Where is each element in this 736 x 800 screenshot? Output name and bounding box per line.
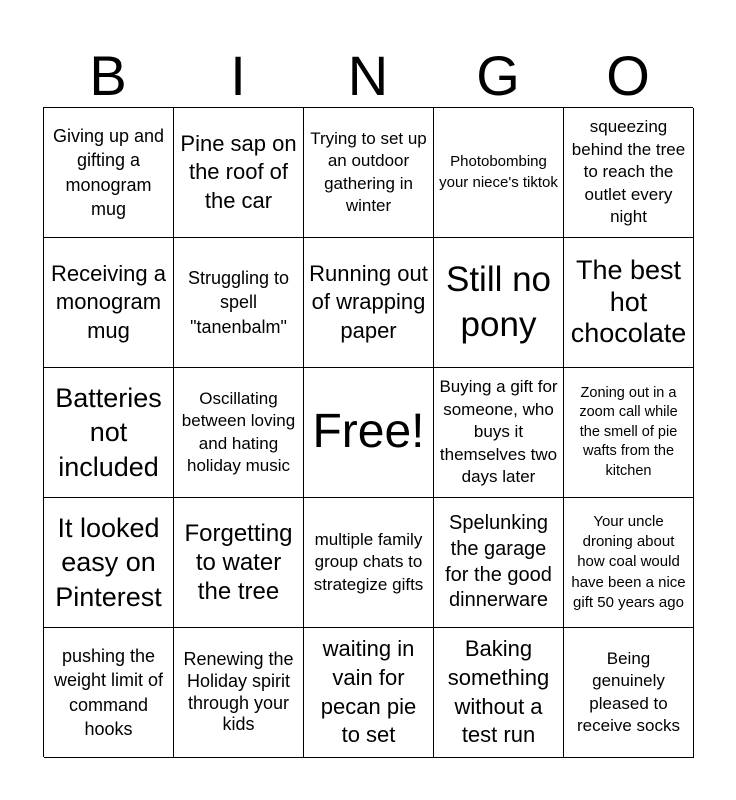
header-letter-n: N (347, 44, 389, 107)
bingo-cell[interactable] (434, 108, 564, 238)
bingo-cell[interactable] (174, 238, 304, 368)
cell-text: squeezing behind the tree to reach the outlet every night (571, 117, 686, 227)
bingo-cell[interactable] (564, 108, 694, 238)
cell-text: Renewing the Holiday spirit through your kids (183, 649, 294, 735)
cell-text: Running out of wrapping paper (309, 260, 428, 343)
bingo-cell[interactable] (44, 238, 174, 368)
cell-text: Trying to set up an outdoor gathering in winter (310, 128, 427, 215)
bingo-header (43, 44, 693, 108)
cell-text: Spelunking the garage for the good dinnerware (445, 512, 552, 612)
bingo-cell[interactable] (304, 498, 434, 628)
cell-text: Zoning out in a zoom call while the smell of pie wafts from the kitchen (579, 384, 678, 479)
bingo-cell[interactable] (44, 628, 174, 758)
header-letter-o: O (606, 44, 650, 107)
cell-text: waiting in vain for pecan pie to set (320, 636, 417, 748)
cell-text: Receiving a monogram mug (51, 260, 166, 343)
cell-text: Batteries not included (55, 382, 162, 482)
free-space-cell[interactable] (304, 368, 434, 498)
cell-text: Oscillating between loving and hating holiday music (181, 388, 296, 475)
bingo-cell[interactable] (304, 628, 434, 758)
bingo-cell[interactable] (434, 368, 564, 498)
bingo-cell[interactable] (44, 498, 174, 628)
cell-text: Photobombing your niece's tiktok (439, 153, 558, 191)
header-letter-i: I (230, 44, 246, 107)
header-letter-b: B (89, 44, 127, 107)
cell-text: Struggling to spell "tanenbalm" (187, 267, 290, 337)
free-space-text: Free! (312, 405, 425, 459)
bingo-cell[interactable] (564, 628, 694, 758)
bingo-cell[interactable] (304, 238, 434, 368)
cell-text: Pine sap on the roof of the car (180, 130, 297, 213)
cell-text: Being genuinely pleased to receive socks (577, 648, 680, 735)
bingo-cell[interactable] (174, 368, 304, 498)
cell-text: The best hot chocolate (570, 254, 687, 349)
header-letter-g: G (476, 44, 520, 107)
cell-text: multiple family group chats to strategize gifts (313, 529, 424, 594)
bingo-cell[interactable] (434, 498, 564, 628)
bingo-cell[interactable] (434, 238, 564, 368)
cell-text: Baking something without a test run (447, 636, 550, 748)
cell-text: It looked easy on Pinterest (55, 512, 162, 612)
cell-text: Forgetting to water the tree (184, 519, 293, 606)
bingo-cell[interactable] (44, 368, 174, 498)
bingo-cell[interactable] (304, 108, 434, 238)
bingo-grid (43, 107, 693, 757)
bingo-cell[interactable] (564, 498, 694, 628)
cell-text: Giving up and gifting a monogram mug (52, 125, 165, 219)
bingo-cell[interactable] (174, 108, 304, 238)
bingo-cell[interactable] (174, 498, 304, 628)
cell-text: Still no pony (445, 259, 552, 344)
bingo-cell[interactable] (434, 628, 564, 758)
bingo-cell[interactable] (174, 628, 304, 758)
cell-text: pushing the weight limit of command hooks (53, 645, 164, 739)
cell-text: Your uncle droning about how coal would have been a nice gift 50 years ago (571, 513, 686, 611)
bingo-cell[interactable] (564, 368, 694, 498)
bingo-cell[interactable] (564, 238, 694, 368)
cell-text: Buying a gift for someone, who buys it themselves two days later (439, 377, 558, 487)
bingo-cell[interactable] (44, 108, 174, 238)
